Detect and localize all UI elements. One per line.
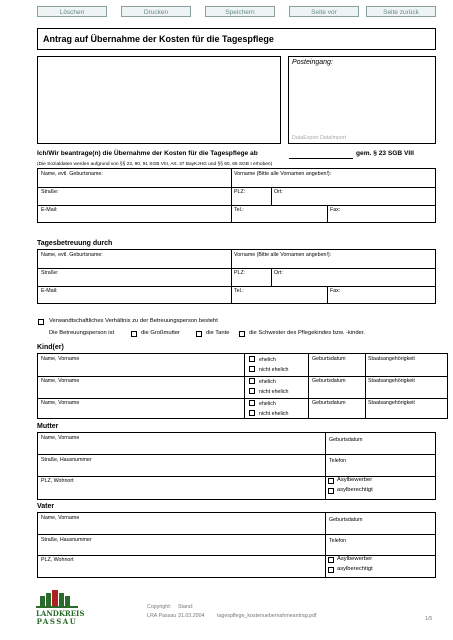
child-3-dob-field[interactable]: Geburtsdatum <box>312 400 346 406</box>
save-button[interactable]: Speichern <box>205 6 275 17</box>
child-1-ehelich-checkbox[interactable] <box>249 356 255 362</box>
child-2-nationality-field[interactable]: Staatsangehörigkeit <box>368 378 415 384</box>
father-phone-field[interactable]: Telefon <box>329 538 347 544</box>
child-2-nicht-ehelich-checkbox[interactable] <box>249 388 255 394</box>
child-1-name-field[interactable]: Name, Vorname <box>41 356 80 362</box>
mother-phone-field[interactable]: Telefon <box>329 458 347 464</box>
mother-name-field[interactable]: Name, Vorname <box>41 435 80 441</box>
father-name-field[interactable]: Name, Vorname <box>41 515 80 521</box>
request-line: Ich/Wir beantrage(n) die Übernahme der Kosten für die Tagespflege ab <box>37 150 258 157</box>
children-box <box>37 353 448 419</box>
child-3-ehelich-checkbox[interactable] <box>249 400 255 406</box>
daycare-zip-field[interactable]: PLZ: <box>234 270 246 276</box>
grandmother-label: die Großmutter <box>141 330 180 336</box>
father-asylberechtigt-label: asylberechtigt <box>337 566 373 572</box>
grandmother-checkbox[interactable] <box>131 331 137 337</box>
father-street-field[interactable]: Straße, Hausnummer <box>41 537 92 543</box>
child-1-nicht-ehelich-checkbox[interactable] <box>249 366 255 372</box>
applicant-street-field[interactable]: Straße: <box>41 189 59 195</box>
child-2-nicht-ehelich-label: nicht ehelich <box>259 389 289 395</box>
legal-note: (Die Sozialdaten werden aufgrund von §§ 23, 90, 91 SGB VIII, Art. 37 BayKJHG und §§ 60, 65 SGB I erhoben) <box>37 162 273 167</box>
landkreis-logo <box>36 590 85 628</box>
applicant-firstname-field[interactable]: Vorname (Bitte alle Vornamen angeben!): <box>234 171 332 177</box>
print-button[interactable]: Drucken <box>121 6 191 17</box>
father-heading: Vater <box>37 503 55 510</box>
child-3-nicht-ehelich-label: nicht ehelich <box>259 411 289 417</box>
aunt-label: die Tante <box>206 330 230 336</box>
father-city-field[interactable]: PLZ, Wohnort <box>41 557 74 563</box>
mother-dob-field[interactable]: Geburtsdatum <box>329 437 363 443</box>
daycare-box <box>37 249 436 304</box>
start-date-field[interactable] <box>289 158 353 159</box>
aunt-checkbox[interactable] <box>196 331 202 337</box>
child-3-ehelich-label: ehelich <box>259 401 276 407</box>
child-1-nicht-ehelich-label: nicht ehelich <box>259 367 289 373</box>
daycare-email-field[interactable]: E-Mail: <box>41 288 58 294</box>
address-box[interactable] <box>37 56 281 144</box>
applicant-name-field[interactable]: Name, evtl. Geburtsname: <box>41 171 103 177</box>
filename: tagespflege_kostenuebernahmeantrag.pdf <box>217 613 317 619</box>
copyright-value: LRA Passau <box>147 613 177 619</box>
posteingang-label: Posteingang: <box>292 59 333 66</box>
daycare-phone-field[interactable]: Tel.: <box>234 288 244 294</box>
mother-asylberechtigt-checkbox[interactable] <box>328 488 334 494</box>
law-reference: gem. § 23 SGB VIII <box>356 150 414 157</box>
posteingang-box[interactable] <box>288 56 436 144</box>
applicant-city-field[interactable]: Ort: <box>274 189 283 195</box>
child-1-ehelich-label: ehelich <box>259 357 276 363</box>
father-asylbewerber-label: Asylbewerber <box>337 556 373 562</box>
daycare-firstname-field[interactable]: Vorname (Bitte alle Vornamen angeben!): <box>234 252 332 258</box>
child-1-nationality-field[interactable]: Staatsangehörigkeit <box>368 356 415 362</box>
previous-page-button[interactable]: Seite zurück <box>366 6 436 17</box>
mother-box <box>37 432 436 500</box>
child-3-nationality-field[interactable]: Staatsangehörigkeit <box>368 400 415 406</box>
delete-button[interactable]: Löschen <box>37 6 107 17</box>
child-2-ehelich-checkbox[interactable] <box>249 378 255 384</box>
daycare-street-field[interactable]: Straße: <box>41 270 59 276</box>
child-2-ehelich-label: ehelich <box>259 379 276 385</box>
father-asylbewerber-checkbox[interactable] <box>328 557 334 563</box>
father-box <box>37 512 436 578</box>
data-export-label[interactable]: DataExport DataImport <box>292 135 347 141</box>
form-title: Antrag auf Übernahme der Kosten für die Tagespflege <box>43 34 274 44</box>
applicant-phone-field[interactable]: Tel.: <box>234 207 244 213</box>
child-2-dob-field[interactable]: Geburtsdatum <box>312 378 346 384</box>
mother-city-field[interactable]: PLZ, Wohnort <box>41 478 74 484</box>
father-asylberechtigt-checkbox[interactable] <box>328 567 334 573</box>
page-number: 1/5 <box>425 616 433 622</box>
copyright-label: Copyright: <box>147 604 172 610</box>
daycare-name-field[interactable]: Name, evtl. Geburtsname: <box>41 252 103 258</box>
child-3-nicht-ehelich-checkbox[interactable] <box>249 410 255 416</box>
applicant-fax-field[interactable]: Fax: <box>330 207 341 213</box>
mother-street-field[interactable]: Straße, Hausnummer <box>41 457 92 463</box>
logo-line-1: LANDKREIS <box>36 609 85 618</box>
relation-label: Verwandtschaftliches Verhältnis zu der Betreuungsperson besteht <box>49 318 218 324</box>
applicant-zip-field[interactable]: PLZ: <box>234 189 246 195</box>
applicant-email-field[interactable]: E-Mail: <box>41 207 58 213</box>
daycare-city-field[interactable]: Ort: <box>274 270 283 276</box>
next-page-button[interactable]: Seite vor <box>289 6 359 17</box>
relation-checkbox[interactable] <box>38 319 44 325</box>
relation-prefix: Die Betreuungsperson ist <box>49 330 115 336</box>
sister-checkbox[interactable] <box>239 331 245 337</box>
stand-label: Stand: <box>178 604 194 610</box>
logo-line-2: PASSAU <box>36 617 78 626</box>
stand-value: 31.03.2004 <box>178 613 205 619</box>
castle-icon <box>36 590 78 608</box>
children-heading: Kind(er) <box>37 344 64 351</box>
mother-heading: Mutter <box>37 423 59 430</box>
child-2-name-field[interactable]: Name, Vorname <box>41 378 80 384</box>
father-dob-field[interactable]: Geburtsdatum <box>329 517 363 523</box>
sister-label: die Schwester des Pflegekindes bzw. -kinder. <box>249 330 365 336</box>
mother-asylbewerber-checkbox[interactable] <box>328 478 334 484</box>
title-box <box>37 28 436 50</box>
daycare-fax-field[interactable]: Fax: <box>330 288 341 294</box>
applicant-box <box>37 168 436 223</box>
mother-asylberechtigt-label: asylberechtigt <box>337 487 373 493</box>
mother-asylbewerber-label: Asylbewerber <box>337 477 373 483</box>
child-3-name-field[interactable]: Name, Vorname <box>41 400 80 406</box>
daycare-heading: Tagesbetreuung durch <box>37 240 113 247</box>
child-1-dob-field[interactable]: Geburtsdatum <box>312 356 346 362</box>
